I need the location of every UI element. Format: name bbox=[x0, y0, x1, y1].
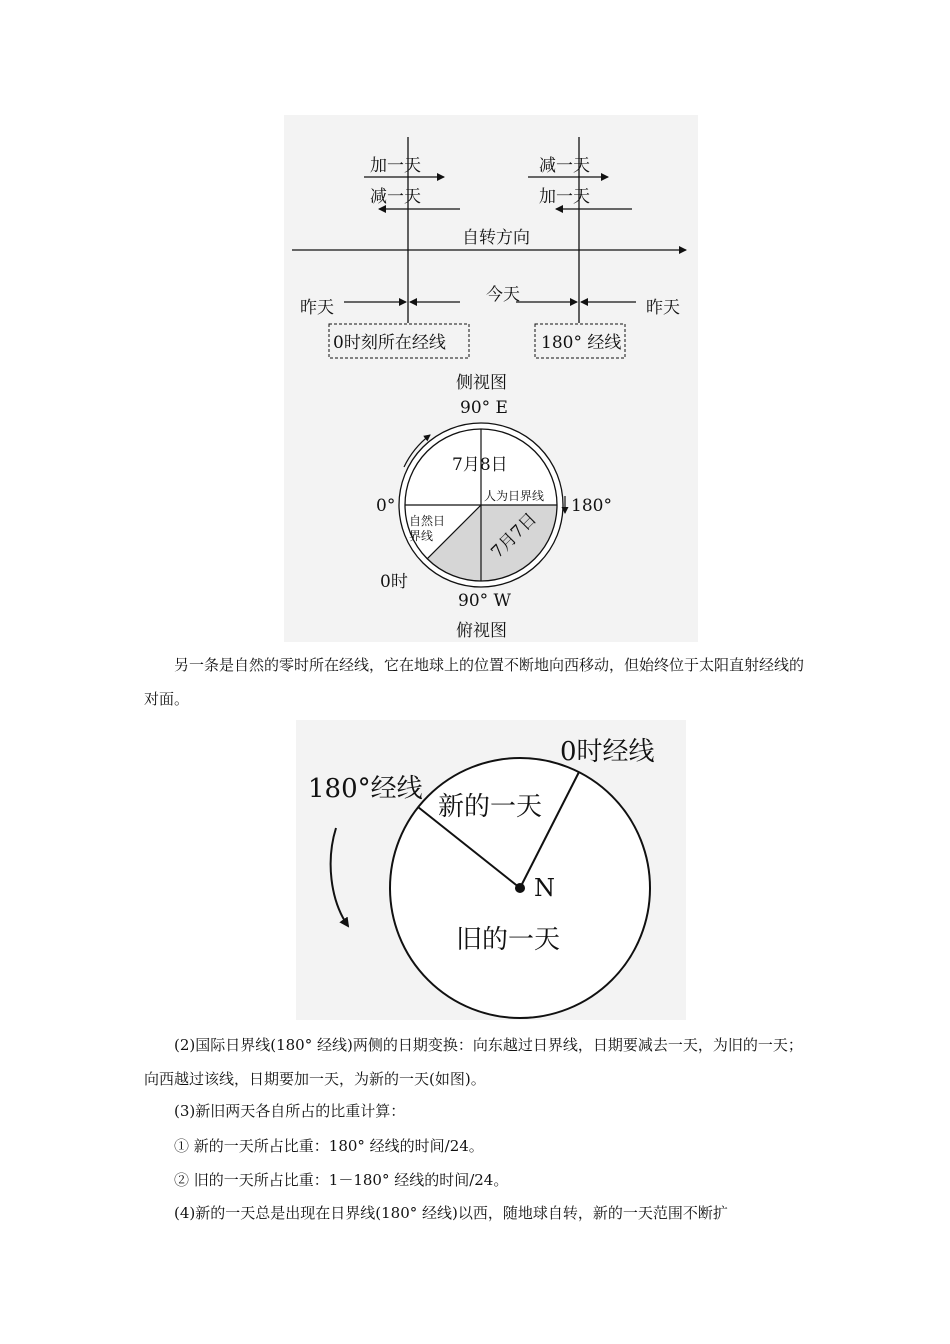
globe-top-view-diagram bbox=[284, 365, 698, 642]
paragraph-zero-hour-line: 另一条是自然的零时所在经线，它在地球上的位置不断地向西移动，但始终位于太阳直射经线的对面。 bbox=[144, 656, 805, 708]
label-yesterday-right: 昨天 bbox=[646, 298, 680, 318]
side-view-title: 侧视图 bbox=[456, 373, 507, 393]
label-box-180: 180° 经线 bbox=[541, 333, 622, 353]
paragraph-old-day-ratio: ② 旧的一天所占比重：1－180° 经线的时间/24。 bbox=[174, 1171, 509, 1189]
north-pole-dot bbox=[515, 883, 525, 893]
label-90w: 90° W bbox=[458, 591, 512, 611]
label-natural-line-2: 界线 bbox=[409, 529, 434, 543]
label-north: N bbox=[534, 874, 555, 902]
label-right-top: 减一天 bbox=[539, 156, 590, 176]
label-yesterday-left: 昨天 bbox=[300, 298, 334, 318]
label-new-day: 新的一天 bbox=[438, 792, 543, 822]
paragraph-new-day-west: (4)新的一天总是出现在日界线(180° 经线)以西，随地球自转，新的一天范围不断扩 bbox=[174, 1204, 728, 1222]
paragraph-ratio-heading: (3)新旧两天各自所占的比重计算： bbox=[174, 1102, 406, 1120]
label-old-day: 旧的一天 bbox=[456, 925, 561, 955]
rotation-label: 自转方向 bbox=[462, 228, 530, 248]
label-left-bottom: 减一天 bbox=[370, 187, 421, 207]
date-change-diagram bbox=[284, 115, 698, 365]
rotation-curve-arrow bbox=[331, 828, 348, 926]
paragraph-new-day-ratio: ① 新的一天所占比重：180° 经线的时间/24。 bbox=[174, 1137, 484, 1155]
label-artificial-line: 人为日界线 bbox=[484, 489, 545, 503]
label-natural-line-1: 自然日 bbox=[409, 514, 446, 528]
label-0h-line: 0时经线 bbox=[560, 737, 655, 767]
label-today: 今天 bbox=[486, 285, 520, 305]
top-view-title: 俯视图 bbox=[456, 621, 507, 641]
label-180-line: 180°经线 bbox=[308, 774, 423, 804]
label-90e: 90° E bbox=[460, 398, 508, 418]
new-old-day-diagram bbox=[296, 720, 686, 1020]
paragraph-date-line-change: (2)国际日界线(180° 经线)两侧的日期变换：向东越过日界线，日期要减去一天，为旧的一天；向西越过该线，日期要加一天，为新的一天(如图)。 bbox=[144, 1036, 803, 1088]
label-box-0h: 0时刻所在经线 bbox=[333, 333, 446, 353]
label-0h: 0时 bbox=[380, 572, 408, 592]
label-july-7: 7月7日 bbox=[487, 509, 541, 563]
label-july-8: 7月8日 bbox=[452, 455, 508, 475]
label-180-degree: 180° bbox=[571, 496, 612, 516]
label-left-top: 加一天 bbox=[370, 156, 421, 176]
label-right-bottom: 加一天 bbox=[539, 187, 590, 207]
label-0-degree: 0° bbox=[376, 496, 396, 516]
